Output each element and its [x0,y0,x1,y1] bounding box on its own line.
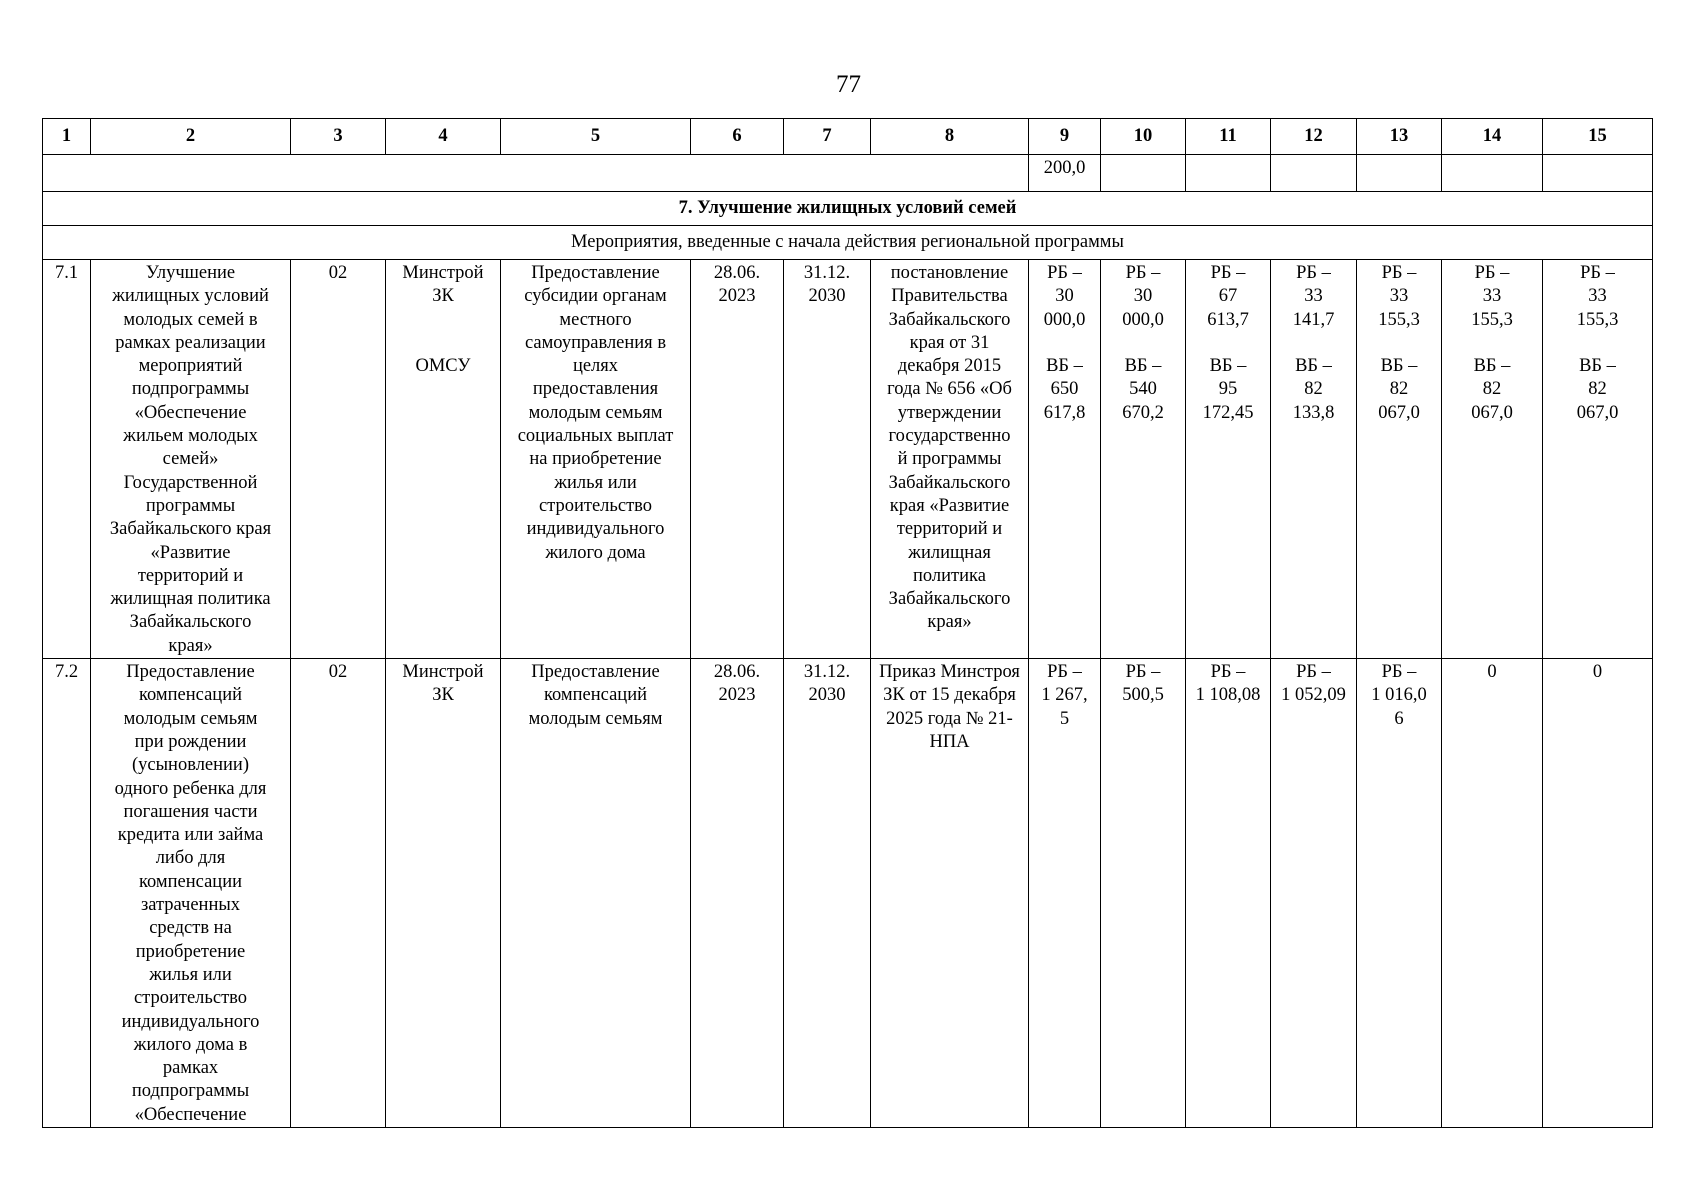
continuation-empty-cell [43,155,1029,192]
code-cell: 02 [291,260,386,659]
continuation-empty-cell [1186,155,1271,192]
header-cell: 13 [1357,119,1442,155]
item-number-cell: 7.1 [43,260,91,659]
start-date-cell: 28.06. 2023 [691,260,784,659]
legal-act-cell: Приказ Минстроя ЗК от 15 декабря 2025 года № 21- НПА [871,659,1029,1128]
header-cell: 1 [43,119,91,155]
header-cell: 5 [501,119,691,155]
funding-cell: РБ – 500,5 [1101,659,1186,1128]
start-date-cell: 28.06. 2023 [691,659,784,1128]
header-cell: 6 [691,119,784,155]
continuation-empty-cell [1271,155,1357,192]
description-cell: Предоставление компенсаций молодым семьям [501,659,691,1128]
header-cell: 8 [871,119,1029,155]
page-number: 77 [836,71,861,98]
funding-cell: РБ – 67 613,7 ВБ – 95 172,45 [1186,260,1271,659]
end-date-cell: 31.12. 2030 [784,659,871,1128]
measure-name-cell: Предоставление компенсаций молодым семьям при рождении (усыновлении) одного ребенка для погашения части кредита или займа либо для компенсации затраченных средств на приобретение жилья или строительство индивидуального жилого дома в рамках подпрограммы «Обеспечение [91,659,291,1128]
header-cell: 2 [91,119,291,155]
program-table [42,118,1653,1128]
continuation-empty-cell [1442,155,1543,192]
item-number-cell: 7.2 [43,659,91,1128]
funding-cell: РБ – 33 155,3 ВБ – 82 067,0 [1442,260,1543,659]
funding-cell: 0 [1442,659,1543,1128]
section-title: 7. Улучшение жилищных условий семей [43,192,1653,226]
continuation-value-cell: 200,0 [1029,155,1101,192]
header-cell: 11 [1186,119,1271,155]
measure-name-cell: Улучшение жилищных условий молодых семей в рамках реализации мероприятий подпрограммы «Обеспечение жильем молодых семей» Государственной программы Забайкальского края «Развитие территорий и жилищная политика Забайкальского края» [91,260,291,659]
executor-cell: Минстрой ЗК ОМСУ [386,260,501,659]
end-date-cell: 31.12. 2030 [784,260,871,659]
executor-cell: Минстрой ЗК [386,659,501,1128]
funding-cell: 0 [1543,659,1653,1128]
header-cell: 14 [1442,119,1543,155]
header-cell: 7 [784,119,871,155]
legal-act-cell: постановление Правительства Забайкальского края от 31 декабря 2015 года № 656 «Об утверждении государственно й программы Забайкальского края «Развитие территорий и жилищная политика Забайкальского края» [871,260,1029,659]
continuation-empty-cell [1543,155,1653,192]
header-cell: 12 [1271,119,1357,155]
funding-cell: РБ – 33 155,3 ВБ – 82 067,0 [1543,260,1653,659]
continuation-empty-cell [1101,155,1186,192]
funding-cell: РБ – 30 000,0 ВБ – 540 670,2 [1101,260,1186,659]
code-cell: 02 [291,659,386,1128]
funding-cell: РБ – 1 016,0 6 [1357,659,1442,1128]
table-row [43,260,1653,659]
subsection-title-row [43,226,1653,260]
header-cell: 9 [1029,119,1101,155]
header-cell: 4 [386,119,501,155]
header-cell: 15 [1543,119,1653,155]
table-row [43,659,1653,1128]
description-cell: Предоставление субсидии органам местного самоуправления в целях предоставления молодым семьям социальных выплат на приобретение жилья или строительство индивидуального жилого дома [501,260,691,659]
funding-cell: РБ – 30 000,0 ВБ – 650 617,8 [1029,260,1101,659]
header-cell: 10 [1101,119,1186,155]
section-title-row [43,192,1653,226]
column-number-header-row [43,119,1653,155]
funding-cell: РБ – 1 052,09 [1271,659,1357,1128]
continuation-empty-cell [1357,155,1442,192]
subsection-title: Мероприятия, введенные с начала действия региональной программы [43,226,1653,260]
funding-cell: РБ – 33 155,3 ВБ – 82 067,0 [1357,260,1442,659]
funding-cell: РБ – 1 267, 5 [1029,659,1101,1128]
funding-cell: РБ – 1 108,08 [1186,659,1271,1128]
header-cell: 3 [291,119,386,155]
funding-cell: РБ – 33 141,7 ВБ – 82 133,8 [1271,260,1357,659]
continuation-row [43,155,1653,192]
